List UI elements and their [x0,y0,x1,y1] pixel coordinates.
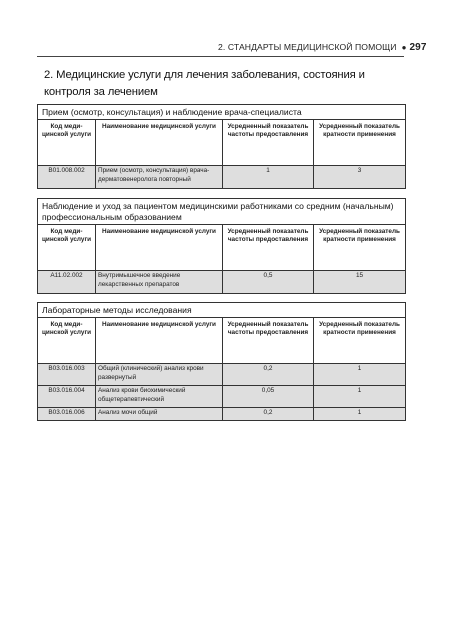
table-row [38,166,406,189]
table-caption: Прием (осмотр, консультация) и наблюдение врача-специалиста [38,105,406,120]
col-header-code: Код меди-цинской услуги [38,120,96,166]
cell-code: B03.016.006 [38,408,96,421]
cell-multiplicity: 1 [314,386,406,408]
table-caption: Наблюдение и уход за пациентом медицинскими работниками со средним (начальным) профессиональным образованием [38,199,406,225]
table-row [38,408,406,421]
header-rule [37,56,404,57]
cell-code: B01.008.002 [38,166,96,189]
cell-name: Прием (осмотр, консультация) врача-дерматовенеролога повторный [96,166,223,189]
cell-name: Внутримышечное введение лекарственных препаратов [96,271,223,294]
cell-multiplicity: 1 [314,408,406,421]
cell-frequency: 0,5 [223,271,314,294]
cell-multiplicity: 3 [314,166,406,189]
cell-multiplicity: 1 [314,364,406,386]
col-header-name: Наименование медицинской услуги [96,318,223,364]
running-head [218,42,427,53]
running-head-title: 2. СТАНДАРТЫ МЕДИЦИНСКОЙ ПОМОЩИ [218,42,397,52]
table-block-nursing [37,198,405,294]
table-caption: Лабораторные методы исследования [38,303,406,318]
table-header-row [38,225,406,271]
cell-multiplicity: 15 [314,271,406,294]
cell-code: B03.016.003 [38,364,96,386]
table-header-row [38,120,406,166]
cell-code: B03.016.004 [38,386,96,408]
table-block-lab [37,302,405,421]
cell-name: Анализ мочи общий [96,408,223,421]
col-header-code: Код меди-цинской услуги [38,318,96,364]
table-row [38,271,406,294]
cell-frequency: 0,2 [223,364,314,386]
bullet-icon: ● [401,43,407,52]
section-title: 2. Медицинские услуги для лечения заболевания, состояния и контроля за лечением [44,69,365,98]
col-header-multiplicity: Усредненный показатель кратности применения [314,225,406,271]
cell-name: Общий (клинический) анализ крови развернутый [96,364,223,386]
services-table [37,104,406,189]
col-header-name: Наименование медицинской услуги [96,120,223,166]
cell-frequency: 0,2 [223,408,314,421]
cell-frequency: 1 [223,166,314,189]
services-table [37,302,406,421]
table-row [38,386,406,408]
table-block-specialist [37,104,405,189]
table-header-row [38,318,406,364]
col-header-frequency: Усредненный показатель частоты предоставления [223,318,314,364]
table-row [38,364,406,386]
col-header-frequency: Усредненный показатель частоты предоставления [223,225,314,271]
col-header-frequency: Усредненный показатель частоты предоставления [223,120,314,166]
col-header-multiplicity: Усредненный показатель кратности применения [314,120,406,166]
col-header-code: Код меди-цинской услуги [38,225,96,271]
cell-frequency: 0,05 [223,386,314,408]
page-number: 297 [409,42,427,53]
col-header-name: Наименование медицинской услуги [96,225,223,271]
cell-name: Анализ крови биохимический общетерапевтический [96,386,223,408]
cell-code: A11.02.002 [38,271,96,294]
col-header-multiplicity: Усредненный показатель кратности применения [314,318,406,364]
services-table [37,198,406,294]
